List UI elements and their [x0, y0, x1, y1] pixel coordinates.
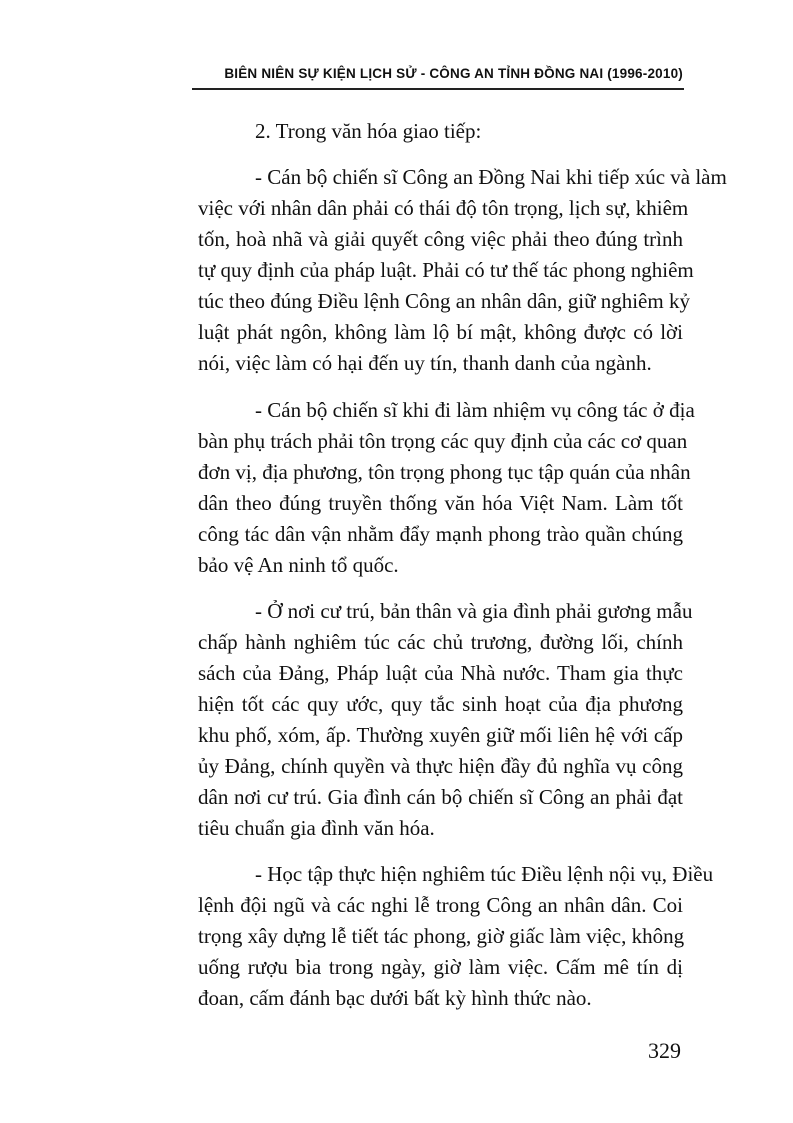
header-rule [192, 88, 684, 90]
text-line: dân nơi cư trú. Gia đình cán bộ chiến sĩ Công an phải đạt [198, 785, 683, 809]
text-line: công tác dân vận nhằm đẩy mạnh phong trào quần chúng [198, 522, 683, 546]
text-line: dân theo đúng truyền thống văn hóa Việt Nam. Làm tốt [198, 491, 683, 515]
text-line: - Học tập thực hiện nghiêm túc Điều lệnh nội vụ, Điều [255, 862, 714, 886]
text-line: bàn phụ trách phải tôn trọng các quy định của các cơ quan [198, 429, 688, 453]
text-line: lệnh đội ngũ và các nghi lễ trong Công an nhân dân. Coi [198, 893, 683, 917]
text-line: nói, việc làm có hại đến uy tín, thanh danh của ngành. [198, 351, 652, 375]
text-line: việc với nhân dân phải có thái độ tôn trọng, lịch sự, khiêm [198, 196, 689, 220]
text-line: đơn vị, địa phương, tôn trọng phong tục tập quán của nhân [198, 460, 691, 484]
text-line: uống rượu bia trong ngày, giờ làm việc. Cấm mê tín dị [198, 955, 683, 979]
running-header: BIÊN NIÊN SỰ KIỆN LỊCH SỬ - CÔNG AN TỈNH ĐỒNG NAI (1996-2010) [224, 66, 683, 81]
page-number: 329 [648, 1038, 681, 1063]
text-line: tự quy định của pháp luật. Phải có tư thế tác phong nghiêm [198, 258, 694, 282]
text-line: bảo vệ An ninh tổ quốc. [198, 553, 399, 577]
text-line: - Cán bộ chiến sĩ Công an Đồng Nai khi tiếp xúc và làm [255, 165, 727, 189]
text-line: túc theo đúng Điều lệnh Công an nhân dân, giữ nghiêm kỷ [198, 289, 690, 313]
text-line: hiện tốt các quy ước, quy tắc sinh hoạt của địa phương [198, 692, 683, 716]
text-line: khu phố, xóm, ấp. Thường xuyên giữ mối liên hệ với cấp [198, 723, 683, 747]
text-line: sách của Đảng, Pháp luật của Nhà nước. Tham gia thực [198, 661, 683, 685]
text-line: đoan, cấm đánh bạc dưới bất kỳ hình thức nào. [198, 986, 592, 1010]
text-line: chấp hành nghiêm túc các chủ trương, đường lối, chính [198, 630, 683, 654]
text-line: tốn, hoà nhã và giải quyết công việc phải theo đúng trình [198, 227, 683, 251]
text-line: ủy Đảng, chính quyền và thực hiện đầy đủ nghĩa vụ công [198, 754, 683, 778]
text-line: - Ở nơi cư trú, bản thân và gia đình phải gương mẫu [255, 599, 693, 623]
text-line: 2. Trong văn hóa giao tiếp: [255, 119, 482, 143]
text-line: tiêu chuẩn gia đình văn hóa. [198, 816, 435, 840]
text-line: - Cán bộ chiến sĩ khi đi làm nhiệm vụ công tác ở địa [255, 398, 695, 422]
text-line: trọng xây dựng lễ tiết tác phong, giờ giấc làm việc, không [198, 924, 685, 948]
text-line: luật phát ngôn, không làm lộ bí mật, không được có lời [198, 320, 683, 344]
